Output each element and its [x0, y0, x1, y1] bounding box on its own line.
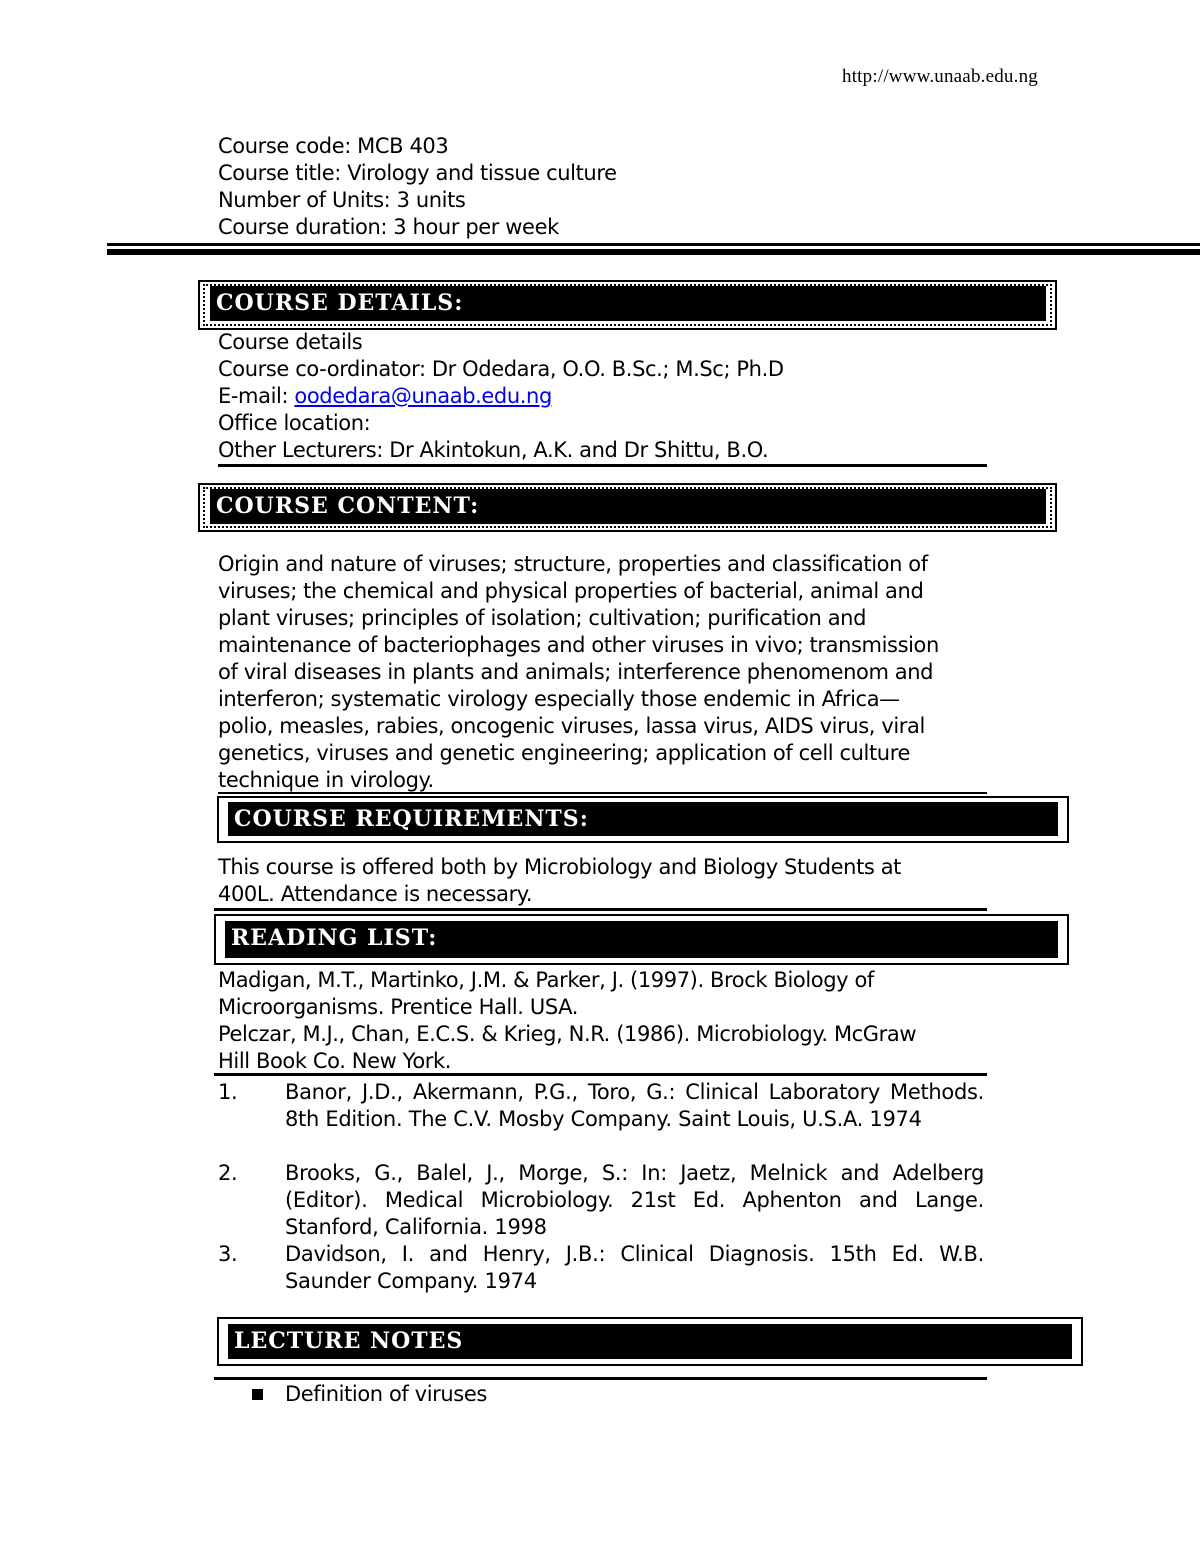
course-units: Number of Units: 3 units	[218, 188, 466, 212]
details-block	[218, 329, 784, 464]
reference-text: Davidson, I. and Henry, J.B.: Clinical Diagnosis. 15th Ed. W.B. Saunder Company. 1974	[285, 1242, 984, 1293]
notes-heading: LECTURE NOTES	[228, 1324, 1072, 1359]
reading-text	[218, 967, 916, 1075]
header-rule-top	[107, 243, 1200, 246]
content-line: interferon; systematic virology especially those endemic in Africa—	[218, 687, 900, 711]
details-rule	[218, 464, 987, 467]
reading-line: Hill Book Co. New York.	[218, 1049, 452, 1073]
reading-line: Microorganisms. Prentice Hall. USA.	[218, 995, 579, 1019]
email-link[interactable]: oodedara@unaab.edu.ng	[294, 384, 552, 408]
requirements-line: This course is offered both by Microbiology and Biology Students at	[218, 855, 902, 879]
course-duration: Course duration: 3 hour per week	[218, 215, 559, 239]
details-heading: COURSE DETAILS:	[210, 286, 1046, 321]
content-heading: COURSE CONTENT:	[210, 489, 1046, 524]
reference-item	[218, 1241, 984, 1295]
content-line: viruses; the chemical and physical properties of bacterial, animal and	[218, 579, 924, 603]
content-line: of viral diseases in plants and animals; interference phenomenom and	[218, 660, 934, 684]
course-title: Course title: Virology and tissue culture	[218, 161, 617, 185]
content-line: genetics, viruses and genetic engineering; application of cell culture	[218, 741, 910, 765]
content-line: plant viruses; principles of isolation; cultivation; purification and	[218, 606, 867, 630]
content-line: Origin and nature of viruses; structure, properties and classification of	[218, 552, 928, 576]
details-lecturers: Other Lecturers: Dr Akintokun, A.K. and Dr Shittu, B.O.	[218, 438, 769, 462]
reading-heading: READING LIST:	[225, 921, 1058, 958]
requirements-heading: COURSE REQUIREMENTS:	[228, 802, 1058, 836]
requirements-line: 400L. Attendance is necessary.	[218, 882, 533, 906]
content-rule	[218, 792, 987, 794]
notes-bullet-item: Definition of viruses	[285, 1382, 487, 1406]
reference-item	[218, 1160, 984, 1241]
course-code: Course code: MCB 403	[218, 134, 449, 158]
header-url: http://www.unaab.edu.ng	[842, 66, 1038, 87]
header-rule-bottom	[107, 249, 1200, 255]
content-line: technique in virology.	[218, 768, 434, 792]
reference-number: 1.	[218, 1080, 238, 1104]
requirements-rule	[214, 908, 987, 911]
requirements-text	[218, 854, 901, 908]
reference-number: 2.	[218, 1161, 238, 1185]
reading-rule	[214, 1073, 987, 1076]
email-label: E-mail:	[218, 384, 295, 408]
content-text	[218, 551, 939, 794]
details-office: Office location:	[218, 411, 371, 435]
reading-line: Pelczar, M.J., Chan, E.C.S. & Krieg, N.R. (1986). Microbiology. McGraw	[218, 1022, 917, 1046]
content-line: maintenance of bacteriophages and other viruses in vivo; transmission	[218, 633, 939, 657]
details-line: Course details	[218, 330, 363, 354]
content-line: polio, measles, rabies, oncogenic viruses, lassa virus, AIDS virus, viral	[218, 714, 925, 738]
notes-rule	[214, 1377, 987, 1380]
details-coordinator: Course co-ordinator: Dr Odedara, O.O. B.Sc.; M.Sc; Ph.D	[218, 357, 784, 381]
reference-item	[218, 1079, 984, 1160]
square-bullet-icon	[252, 1389, 263, 1400]
course-info	[218, 133, 617, 241]
reference-number: 3.	[218, 1242, 238, 1266]
reference-text: Brooks, G., Balel, J., Morge, S.: In: Jaetz, Melnick and Adelberg (Editor). Medical Microbiology. 21st Ed. Aphenton and Lange. Stanford, California. 1998	[285, 1161, 984, 1239]
details-email-row	[218, 383, 784, 410]
reading-line: Madigan, M.T., Martinko, J.M. & Parker, J. (1997). Brock Biology of	[218, 968, 874, 992]
reference-text: Banor, J.D., Akermann, P.G., Toro, G.: Clinical Laboratory Methods. 8th Edition. The C.V. Mosby Company. Saint Louis, U.S.A. 1974	[285, 1080, 984, 1131]
